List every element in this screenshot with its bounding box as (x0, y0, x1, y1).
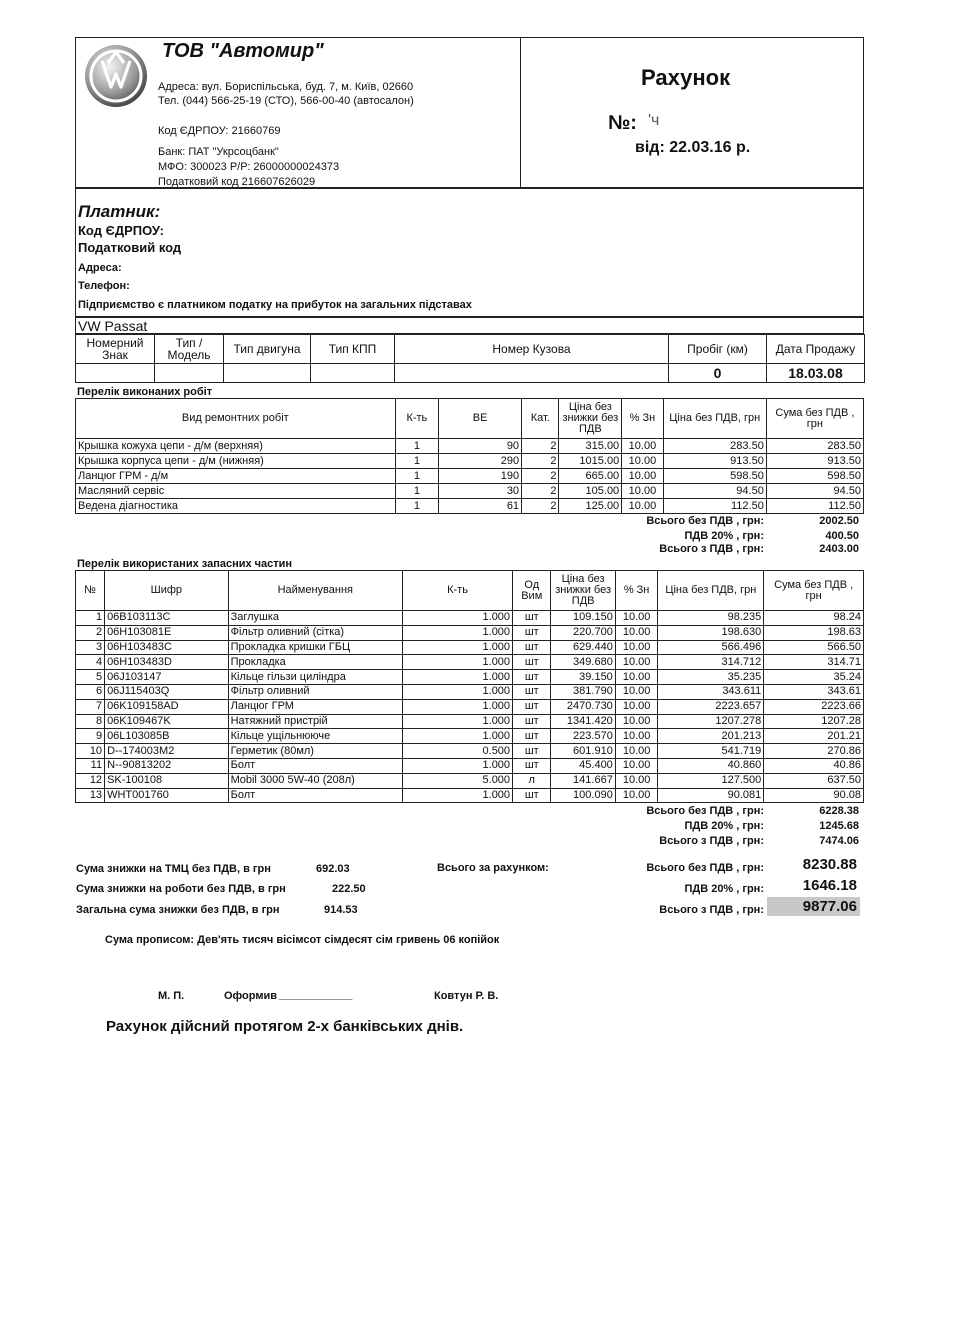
table-row (76, 744, 864, 759)
vehicle-mileage: 0 (669, 364, 767, 383)
part-code: 06L103085B (105, 729, 229, 744)
part-sum: 637.50 (764, 773, 864, 788)
parts-header: № (76, 571, 105, 611)
part-qty: 1.000 (403, 714, 513, 729)
part-code: 06H103483C (105, 640, 229, 655)
works-total-gross-value: 2403.00 (819, 543, 859, 555)
work-price: 598.50 (663, 469, 766, 484)
part-price: 198.630 (658, 625, 764, 640)
vehicle-sale-date: 18.03.08 (767, 364, 865, 383)
part-no: 13 (76, 788, 105, 803)
header-divider (520, 37, 521, 188)
part-no: 12 (76, 773, 105, 788)
payer-tax-note: Підприємство є платником податку на прибуток на загальних підставах (78, 299, 472, 311)
part-discount: 10.00 (615, 758, 658, 773)
part-name: Заглушка (228, 611, 402, 626)
works-total-vat-value: 400.50 (825, 530, 859, 542)
vehicle-header: Пробіг (км) (669, 335, 767, 364)
table-row (76, 499, 864, 514)
discount-total-label: Загальна сума знижки без ПДВ, в грн (76, 904, 280, 916)
grand-vat-label: ПДВ 20% , грн: (684, 883, 764, 895)
part-no: 4 (76, 655, 105, 670)
discount-work-value: 222.50 (332, 883, 366, 895)
grand-net-label: Всього без ПДВ , грн: (646, 862, 764, 874)
work-units: 61 (439, 499, 522, 514)
work-units: 290 (439, 454, 522, 469)
part-base-price: 349.680 (551, 655, 615, 670)
grand-gross-label: Всього з ПДВ , грн: (659, 904, 764, 916)
parts-header: Найменування (228, 571, 402, 611)
part-name: Прокладка кришки ГБЦ (228, 640, 402, 655)
payer-title: Платник: (78, 202, 161, 221)
grand-vat-value: 1646.18 (802, 877, 857, 894)
part-discount: 10.00 (615, 744, 658, 759)
parts-header: Сума без ПДВ , грн (764, 571, 864, 611)
company-edrpou: Код ЄДРПОУ: 21660769 (158, 125, 281, 137)
part-qty: 1.000 (403, 729, 513, 744)
part-discount: 10.00 (615, 729, 658, 744)
company-tax-code: Податковий код 216607626029 (158, 176, 316, 188)
work-base-price: 125.00 (559, 499, 622, 514)
part-base-price: 601.910 (551, 744, 615, 759)
part-no: 11 (76, 758, 105, 773)
invoice-number-value: 'ч (648, 112, 660, 129)
vehicle-header: Дата Продажу (767, 335, 865, 364)
part-base-price: 45.400 (551, 758, 615, 773)
parts-table (75, 570, 864, 803)
work-discount: 10.00 (622, 454, 663, 469)
part-qty: 1.000 (403, 670, 513, 685)
parts-header: Од Вим (513, 571, 551, 611)
table-row (76, 773, 864, 788)
part-price: 343.611 (658, 684, 764, 699)
work-qty: 1 (395, 484, 438, 499)
part-base-price: 223.570 (551, 729, 615, 744)
part-code: 06K109158AD (105, 699, 229, 714)
work-units: 190 (439, 469, 522, 484)
work-category: 2 (522, 454, 559, 469)
amount-in-words: Сума прописом: Дев'ять тисяч вісімсот сімдесят сім гривень 06 копійок (105, 934, 500, 946)
invoice-number-label: №: (608, 112, 637, 134)
vehicle-table (75, 334, 865, 383)
part-no: 3 (76, 640, 105, 655)
table-row (76, 454, 864, 469)
part-no: 7 (76, 699, 105, 714)
part-base-price: 2470.730 (551, 699, 615, 714)
vw-logo-icon (84, 44, 148, 108)
stamp-label: М. П. (158, 990, 185, 1002)
part-no: 8 (76, 714, 105, 729)
table-row (76, 469, 864, 484)
parts-total-vat-value: 1245.68 (819, 820, 859, 832)
part-price: 566.496 (658, 640, 764, 655)
work-name: Крышка корпуса цепи - д/м (нижняя) (76, 454, 396, 469)
part-code: 06J103147 (105, 670, 229, 685)
part-base-price: 220.700 (551, 625, 615, 640)
table-row (76, 788, 864, 803)
part-sum: 270.86 (764, 744, 864, 759)
part-code: WHT001760 (105, 788, 229, 803)
works-total-net-value: 2002.50 (819, 515, 859, 527)
part-price: 40.860 (658, 758, 764, 773)
table-row (76, 670, 864, 685)
part-name: Болт (228, 758, 402, 773)
grand-net-value: 8230.88 (802, 856, 857, 873)
part-price: 90.081 (658, 788, 764, 803)
part-name: Кільце гільзи циліндра (228, 670, 402, 685)
work-qty: 1 (395, 454, 438, 469)
discount-work-label: Сума знижки на роботи без ПДВ, в грн (76, 883, 286, 895)
grand-total-label: Всього за рахунком: (437, 862, 549, 874)
payer-phone-label: Телефон: (78, 280, 130, 292)
table-row (76, 699, 864, 714)
part-discount: 10.00 (615, 788, 658, 803)
part-no: 6 (76, 684, 105, 699)
part-price: 98.235 (658, 611, 764, 626)
parts-header: К-ть (403, 571, 513, 611)
work-discount: 10.00 (622, 499, 663, 514)
table-row (76, 714, 864, 729)
part-sum: 1207.28 (764, 714, 864, 729)
part-no: 2 (76, 625, 105, 640)
payer-tax-label: Податковий код (78, 240, 182, 255)
works-table (75, 398, 864, 514)
part-unit: шт (513, 744, 551, 759)
part-base-price: 1341.420 (551, 714, 615, 729)
discount-goods-value: 692.03 (316, 863, 350, 875)
part-qty: 1.000 (403, 684, 513, 699)
part-code: 06H103081E (105, 625, 229, 640)
works-header: Ціна без знижки без ПДВ (559, 399, 622, 439)
part-price: 35.235 (658, 670, 764, 685)
work-category: 2 (522, 469, 559, 484)
part-code: 06B103113C (105, 611, 229, 626)
work-name: Масляний сервіс (76, 484, 396, 499)
part-unit: шт (513, 714, 551, 729)
work-base-price: 1015.00 (559, 454, 622, 469)
work-qty: 1 (395, 499, 438, 514)
works-section-title: Перелік виконаних робіт (77, 386, 213, 398)
discount-goods-label: Сума знижки на ТМЦ без ПДВ, в грн (76, 863, 271, 875)
works-header: Вид ремонтних робіт (76, 399, 396, 439)
parts-total-net-value: 6228.38 (819, 805, 859, 817)
part-base-price: 39.150 (551, 670, 615, 685)
part-qty: 1.000 (403, 655, 513, 670)
work-sum: 94.50 (766, 484, 863, 499)
works-header: ВЕ (439, 399, 522, 439)
work-base-price: 315.00 (559, 439, 622, 454)
works-header: Кат. (522, 399, 559, 439)
company-bank: Банк: ПАТ "Укрсоцбанк" (158, 146, 279, 158)
works-total-gross-label: Всього з ПДВ , грн: (659, 543, 764, 555)
works-total-net-label: Всього без ПДВ , грн: (646, 515, 764, 527)
part-discount: 10.00 (615, 640, 658, 655)
part-discount: 10.00 (615, 611, 658, 626)
work-name: Ведена діагностика (76, 499, 396, 514)
part-discount: 10.00 (615, 699, 658, 714)
work-discount: 10.00 (622, 469, 663, 484)
work-units: 90 (439, 439, 522, 454)
part-no: 1 (76, 611, 105, 626)
vehicle-header: Тип КПП (311, 335, 395, 364)
vehicle-header: Номер Кузова (395, 335, 669, 364)
work-sum: 598.50 (766, 469, 863, 484)
payer-edrpou-label: Код ЄДРПОУ: (78, 223, 164, 238)
part-name: Прокладка (228, 655, 402, 670)
parts-header: Ціна без ПДВ, грн (658, 571, 764, 611)
part-base-price: 109.150 (551, 611, 615, 626)
works-header: Сума без ПДВ , грн (766, 399, 863, 439)
part-name: Фільтр оливний (сітка) (228, 625, 402, 640)
works-header: Ціна без ПДВ, грн (663, 399, 766, 439)
part-code: 06J115403Q (105, 684, 229, 699)
work-price: 112.50 (663, 499, 766, 514)
part-sum: 35.24 (764, 670, 864, 685)
part-base-price: 629.440 (551, 640, 615, 655)
part-unit: шт (513, 729, 551, 744)
part-base-price: 100.090 (551, 788, 615, 803)
company-address: Адреса: вул. Бориспільська, буд. 7, м. Київ, 02660 (158, 81, 414, 93)
table-row (76, 484, 864, 499)
part-unit: шт (513, 670, 551, 685)
work-base-price: 665.00 (559, 469, 622, 484)
part-discount: 10.00 (615, 670, 658, 685)
vehicle-model-title: VW Passat (78, 318, 148, 334)
company-mfo: МФО: 300023 Р/Р: 26000000024373 (158, 161, 340, 173)
payer-address-label: Адреса: (78, 262, 122, 274)
part-name: Mobil 3000 5W-40 (208л) (228, 773, 402, 788)
part-unit: л (513, 773, 551, 788)
part-base-price: 381.790 (551, 684, 615, 699)
part-name: Фільтр оливний (228, 684, 402, 699)
work-category: 2 (522, 439, 559, 454)
vehicle-header: Тип двигуна (224, 335, 311, 364)
table-row (76, 655, 864, 670)
part-no: 5 (76, 670, 105, 685)
table-row (76, 729, 864, 744)
part-sum: 566.50 (764, 640, 864, 655)
part-sum: 98.24 (764, 611, 864, 626)
part-name: Кільце ущільнююче (228, 729, 402, 744)
work-category: 2 (522, 484, 559, 499)
part-name: Болт (228, 788, 402, 803)
part-price: 541.719 (658, 744, 764, 759)
payer-box (75, 188, 864, 317)
work-price: 913.50 (663, 454, 766, 469)
part-unit: шт (513, 611, 551, 626)
part-name: Ланцюг ГРМ (228, 699, 402, 714)
part-qty: 1.000 (403, 611, 513, 626)
part-sum: 343.61 (764, 684, 864, 699)
part-discount: 10.00 (615, 625, 658, 640)
part-sum: 201.21 (764, 729, 864, 744)
part-sum: 314.71 (764, 655, 864, 670)
part-price: 127.500 (658, 773, 764, 788)
part-unit: шт (513, 699, 551, 714)
parts-header: Ціна без знижки без ПДВ (551, 571, 615, 611)
part-code: SK-100108 (105, 773, 229, 788)
part-unit: шт (513, 640, 551, 655)
part-base-price: 141.667 (551, 773, 615, 788)
part-name: Натяжний пристрій (228, 714, 402, 729)
part-sum: 198.63 (764, 625, 864, 640)
parts-total-gross-value: 7474.06 (819, 835, 859, 847)
invoice-title: Рахунок (641, 65, 731, 90)
part-unit: шт (513, 625, 551, 640)
work-price: 283.50 (663, 439, 766, 454)
part-unit: шт (513, 788, 551, 803)
works-header: % Зн (622, 399, 663, 439)
part-no: 10 (76, 744, 105, 759)
part-qty: 1.000 (403, 640, 513, 655)
table-row (76, 625, 864, 640)
part-unit: шт (513, 684, 551, 699)
part-price: 314.712 (658, 655, 764, 670)
company-name: ТОВ "Автомир" (162, 40, 324, 62)
part-sum: 40.86 (764, 758, 864, 773)
signer-name: Ковтун Р. В. (434, 990, 499, 1002)
part-code: N--90813202 (105, 758, 229, 773)
parts-total-net-label: Всього без ПДВ , грн: (646, 805, 764, 817)
vehicle-header: Номерний Знак (76, 335, 155, 364)
work-base-price: 105.00 (559, 484, 622, 499)
part-sum: 90.08 (764, 788, 864, 803)
part-qty: 1.000 (403, 625, 513, 640)
work-category: 2 (522, 499, 559, 514)
table-row (76, 640, 864, 655)
part-qty: 1.000 (403, 699, 513, 714)
work-discount: 10.00 (622, 484, 663, 499)
part-qty: 1.000 (403, 788, 513, 803)
work-sum: 112.50 (766, 499, 863, 514)
part-price: 1207.278 (658, 714, 764, 729)
vehicle-model-bar (75, 317, 864, 334)
parts-header: Шифр (105, 571, 229, 611)
part-code: 06K109467K (105, 714, 229, 729)
work-units: 30 (439, 484, 522, 499)
part-code: D--174003M2 (105, 744, 229, 759)
grand-gross-value: 9877.06 (802, 898, 857, 915)
table-row (76, 611, 864, 626)
parts-section-title: Перелік використаних запасних частин (77, 558, 293, 570)
part-price: 2223.657 (658, 699, 764, 714)
work-sum: 913.50 (766, 454, 863, 469)
work-price: 94.50 (663, 484, 766, 499)
work-qty: 1 (395, 469, 438, 484)
validity-note: Рахунок дійсний протягом 2-х банківських днів. (106, 1018, 464, 1035)
works-header: К-ть (395, 399, 438, 439)
part-no: 9 (76, 729, 105, 744)
parts-total-gross-label: Всього з ПДВ , грн: (659, 835, 764, 847)
signature-line: ____________ (279, 989, 353, 1001)
prepared-label: Оформив (224, 990, 277, 1002)
part-sum: 2223.66 (764, 699, 864, 714)
part-unit: шт (513, 655, 551, 670)
invoice-date: від: 22.03.16 р. (635, 139, 751, 156)
part-price: 201.213 (658, 729, 764, 744)
part-discount: 10.00 (615, 684, 658, 699)
part-name: Герметик (80мл) (228, 744, 402, 759)
work-qty: 1 (395, 439, 438, 454)
table-row (76, 758, 864, 773)
table-row (76, 439, 864, 454)
part-qty: 1.000 (403, 758, 513, 773)
part-discount: 10.00 (615, 773, 658, 788)
part-unit: шт (513, 758, 551, 773)
part-qty: 0.500 (403, 744, 513, 759)
works-total-vat-label: ПДВ 20% , грн: (684, 530, 764, 542)
part-code: 06H103483D (105, 655, 229, 670)
part-discount: 10.00 (615, 655, 658, 670)
company-phone: Тел. (044) 566-25-19 (СТО), 566-00-40 (автосалон) (158, 95, 414, 107)
part-qty: 5.000 (403, 773, 513, 788)
table-row (76, 684, 864, 699)
parts-total-vat-label: ПДВ 20% , грн: (684, 820, 764, 832)
work-name: Ланцюг ГРМ - д/м (76, 469, 396, 484)
work-sum: 283.50 (766, 439, 863, 454)
work-discount: 10.00 (622, 439, 663, 454)
vehicle-header: Тип / Модель (155, 335, 224, 364)
part-discount: 10.00 (615, 714, 658, 729)
work-name: Крышка кожуха цепи - д/м (верхняя) (76, 439, 396, 454)
parts-header: % Зн (615, 571, 658, 611)
discount-total-value: 914.53 (324, 904, 358, 916)
